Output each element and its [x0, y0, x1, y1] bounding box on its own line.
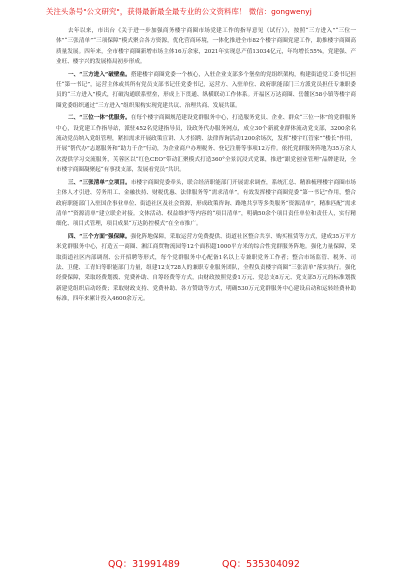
header-banner: 关注头条号"公文研究"，获得最新最全最专业的公文资料库！ 微信：gongwenyj — [46, 7, 312, 16]
qq-contact-1: QQ：31991489 — [108, 559, 180, 570]
qq-contact-2: QQ：535304092 — [222, 559, 300, 570]
paragraph-heading: 二、“三位一体”优服务。 — [68, 115, 131, 122]
paragraph-section-3 — [56, 178, 356, 230]
document-body — [56, 26, 356, 307]
paragraph-heading: 四、“三个方面”强保障。 — [68, 233, 131, 240]
paragraph-text: 强化阵地保障，采取运营方免费提供、街道社区整合共享、购买租赁等方式，建成35万平方米党群服务中心，打造五一商圈、湘江商贸物流园等12个面积超1000平方米的综合性党群服务阵地。强化力量保障，采取街道社区内部调剂、公开招聘等形式，每个党群服务中心配备1名以上专兼职党务工作者；整合市场监管、税务、司法、卫健、工青妇等职能部门力量，组建12支728人的兼职专业服务团队，全程负责楼宇商圈“三张清单”落实执行。强化经费保障，采取经费划拨、党费补助、自筹经费等方式，由财政按照党委1万元、党总支8万元、党支部5万元的标准划拨新建党组织启动经费；采取财政支持、党费补助、各方赞助等方式，明确530万元党群服务中心建设启动和运转经费补助标准，四年来累计投入4600余万元。 — [56, 233, 357, 303]
paragraph-text: 市楼宇商圈党委牵头，联合经济职能部门开展需求调查，系统汇总、精准梳理楼宇商圈市场主体人才引进、劳务用工、金融扶持、财税优惠、法律服务等“需求清单”。有效发挥楼宇商圈党委“第一书记”作用，整合政府职能部门入驻国企事业单位、街道社区及社会资源，形成政策咨询、路地共享等多类服务“资源清单”，精准匹配“需求清单”“资源清单”建立联企对接。文体活动、权益维护等内容的“项目清单”，明确50余个项目责任单位和责任人，实行精细化、项目式管理，项目成果“万达防控模式”在全市推广。 — [56, 179, 356, 228]
paragraph-section-2 — [56, 113, 356, 175]
paragraph-text: 搭建楼宇商圈党委一个核心，入驻企业支部多个堡垒的党组织架构，构建街道党工委书记担任“第一书记”，运营主体或其所有党员支部书记任党委书记，运营方、入驻单位、政府职能部门三方派党员担任专兼职委员的“三方进入”模式，打破沟通联系壁垒，形成上下贯通、纵横联动工作体系。开福区万达商圈、岳麓区58小镇等楼宇商圈党委组织通过“三方进入”组织架构实现党建共议、治理共商、发展共谋。 — [56, 71, 356, 109]
paragraph-text: 去年以来，市出台《关于进一步加强商务楼宇商圈市场党建工作的指导意见（试行）》，按照“三方进入”“三位一体”“三张清单”“三项保障”模式聚合各方资源，优化营商环境，一体化推进全市82个楼宇商圈党建工作，助推楼宇商圈高质量发展。四年来，全市楼宇商圈新增市场主体16万余家，2021年实现总产值13034亿元，年均增长55%，党建强、产业旺、楼宇兴的发展格局初步形成。 — [56, 28, 356, 66]
paragraph-section-1 — [56, 70, 356, 112]
footer-contacts — [0, 552, 408, 576]
paragraph-heading: 三、“三张清单”立项目。 — [68, 179, 131, 186]
paragraph-heading: 一、“三方进入”破壁垒。 — [68, 71, 131, 78]
paragraph-section-4 — [56, 232, 356, 305]
paragraph-text: 在每个楼宇商圈规范建设党群服务中心，打造服务党员、企业、群众“三位一体”的党群服务中心，设党建工作指导站，派驻452名党建指导员，设政务代办服务网点，成立30个新就业群体流动党支部，3200余名流动党员纳入党组管理，紧扣需求开展政策宣讲、人才招聘、法律咨询活动1200余场次，发挥“楼宇红管家”“楼长”作用，开展“帮代办”志愿服务和“助力千企”行动，为企业商户办理税务、登记注册等事项12万件。依托党群服务阵地为35万余人次提供学习交流服务，芙蓉区以“红色CEO”带动汇聚模式打造360°全景沉浸式党课，推进“跟党创业管理”品牌建设，全市楼宇商圈凝聚起“有事找支部，发展看党员”共识。 — [56, 115, 356, 174]
paragraph-intro — [56, 26, 356, 68]
